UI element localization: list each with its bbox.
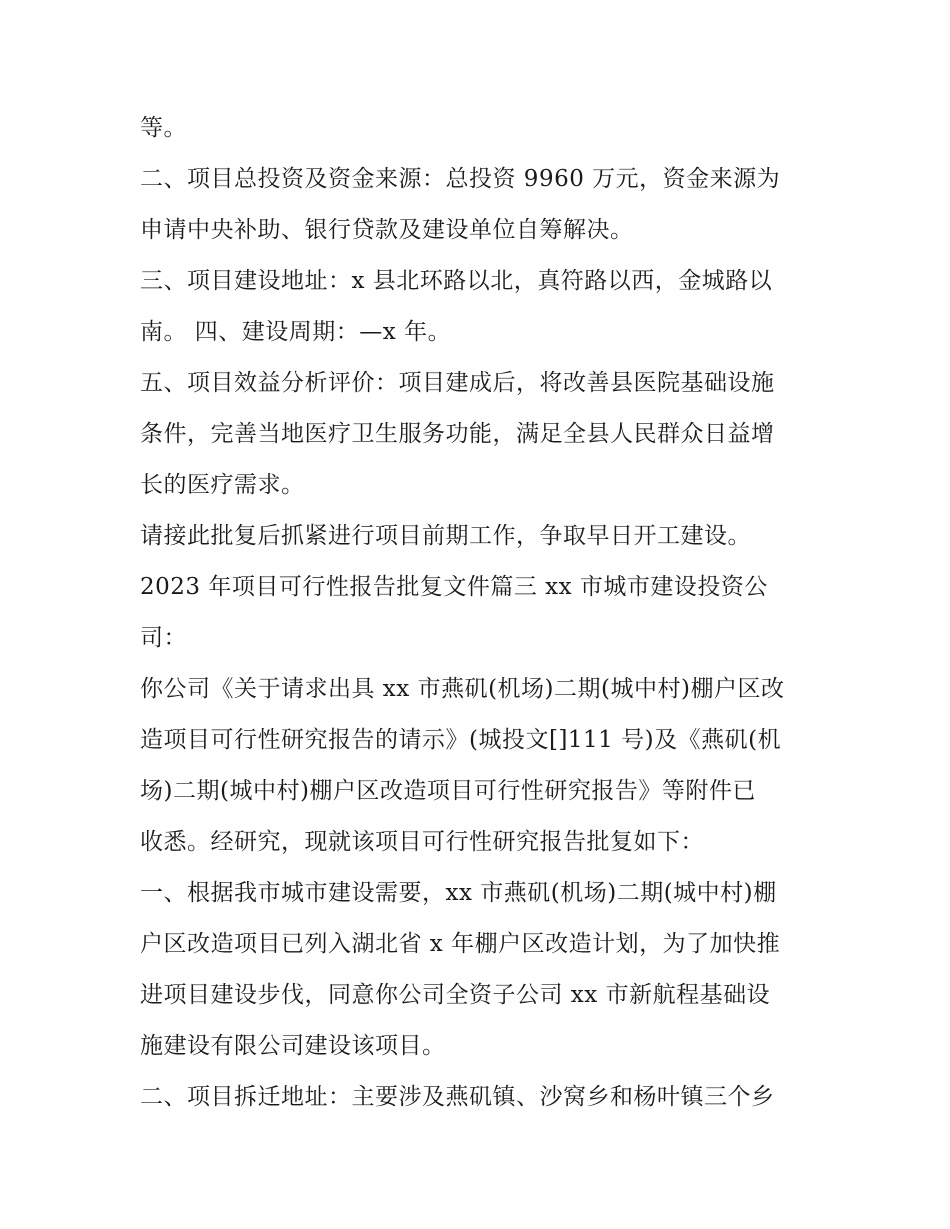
- text-line: 申请中央补助、银行贷款及建设单位自筹解决。: [140, 217, 634, 243]
- text-line: 施建设有限公司建设该项目。: [140, 1033, 446, 1059]
- text-line: 2023 年项目可行性报告批复文件篇三 xx 市城市建设投资公: [140, 574, 768, 600]
- text-line: 造项目可行性研究报告的请示》(城投文[]111 号)及《燕矶(机: [140, 727, 782, 753]
- text-line: 等。: [140, 115, 187, 141]
- text-line: 二、项目总投资及资金来源：总投资 9960 万元，资金来源为: [140, 166, 781, 192]
- text-line: 你公司《关于请求出具 xx 市燕矶(机场)二期(城中村)棚户区改: [140, 676, 785, 702]
- text-line: 进项目建设步伐，同意你公司全资子公司 xx 市新航程基础设: [140, 982, 771, 1008]
- text-line: 司：: [140, 625, 187, 651]
- text-line: 长的医疗需求。: [140, 472, 305, 498]
- text-line: 三、项目建设地址：x 县北环路以北，真符路以西，金城路以: [140, 268, 773, 294]
- text-line: 请接此批复后抓紧进行项目前期工作，争取早日开工建设。: [140, 523, 751, 549]
- text-line: 收悉。经研究，现就该项目可行性研究报告批复如下：: [140, 829, 704, 855]
- text-line: 二、项目拆迁地址：主要涉及燕矶镇、沙窝乡和杨叶镇三个乡: [140, 1084, 775, 1110]
- text-line: 一、根据我市城市建设需要，xx 市燕矶(机场)二期(城中村)棚: [140, 880, 777, 906]
- document-body: [140, 103, 812, 1123]
- text-line: 五、项目效益分析评价：项目建成后，将改善县医院基础设施: [140, 370, 775, 396]
- text-line: 南。 四、建设周期：—x 年。: [140, 319, 452, 345]
- text-line: 条件，完善当地医疗卫生服务功能，满足全县人民群众日益增: [140, 421, 775, 447]
- text-line: 场)二期(城中村)棚户区改造项目可行性研究报告》等附件已: [140, 778, 756, 804]
- text-line: 户区改造项目已列入湖北省 x 年棚户区改造计划，为了加快推: [140, 931, 781, 957]
